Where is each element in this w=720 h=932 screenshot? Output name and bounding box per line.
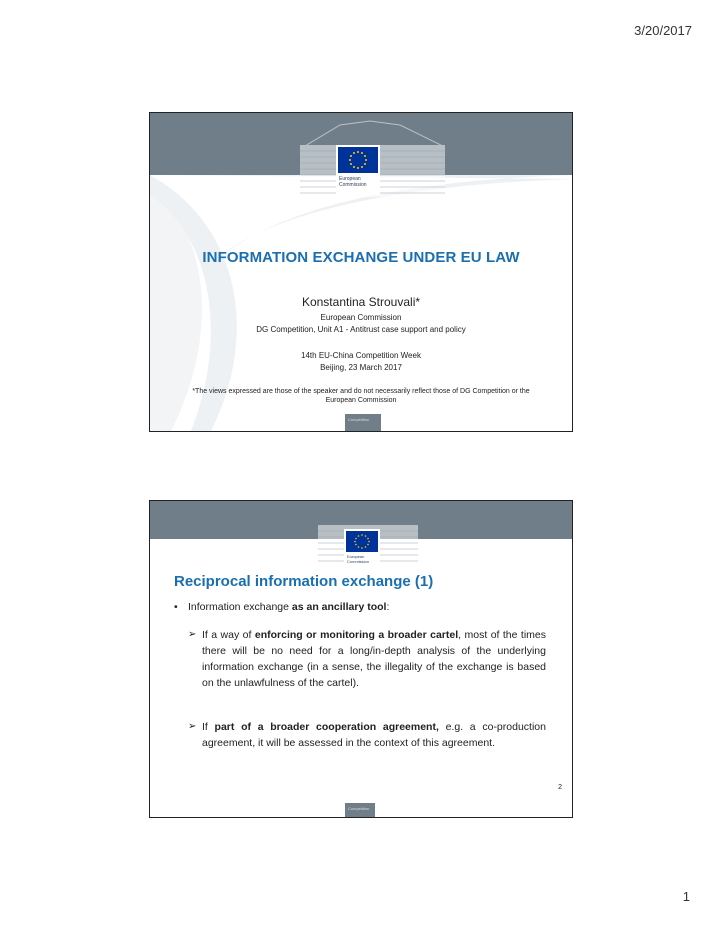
eu-flag-icon	[338, 147, 378, 173]
page-number: 1	[682, 889, 690, 904]
footer-tab: Competition	[345, 803, 375, 817]
slide-title: Reciprocal information exchange (1)	[174, 573, 434, 590]
slide-title	[149, 112, 573, 432]
event-place-date: Beijing, 23 March 2017	[320, 363, 402, 372]
slide-number: 2	[558, 784, 562, 791]
event-name: 14th EU-China Competition Week	[301, 351, 421, 360]
logo-text: European Commission	[347, 554, 370, 564]
eu-commission-logo	[344, 529, 380, 571]
eu-commission-logo	[336, 145, 380, 195]
main-bullet: • Information exchange as an ancillary tool:	[174, 601, 390, 613]
sub-bullet-cartel: ➢ If a way of enforcing or monitoring a broader cartel, most of the times there will be no need for a long/in-depth analysis of the underlying information exchange (in a sense, the illegality of the exchange is based on the unlawfulness of the cartel).	[188, 629, 547, 689]
sub-bullet-cooperation: ➢ If part of a broader cooperation agreement, e.g. a co-production agreement, it will be assessed in the context of this agreement.	[188, 721, 546, 749]
arrow-bullet-icon: ➢	[188, 721, 197, 732]
author-name: Konstantina Strouvali*	[301, 295, 421, 309]
footer-tab: Competition	[345, 414, 381, 431]
bullet-icon: •	[174, 601, 178, 613]
eu-flag-icon	[346, 531, 378, 552]
unit: DG Competition, Unit A1 - Antitrust case support and policy	[256, 325, 466, 334]
page-date: 3/20/2017	[634, 23, 692, 38]
disclaimer: *The views expressed are those of the speaker and do not necessarily reflect those of DG Competition or the European Commission	[192, 388, 530, 404]
logo-text: European Commission	[339, 176, 367, 188]
slide-reciprocal-exchange	[149, 500, 573, 818]
presentation-title: INFORMATION EXCHANGE UNDER EU LAW	[202, 249, 520, 266]
affiliation: European Commission	[320, 313, 402, 322]
arrow-bullet-icon: ➢	[188, 629, 197, 640]
